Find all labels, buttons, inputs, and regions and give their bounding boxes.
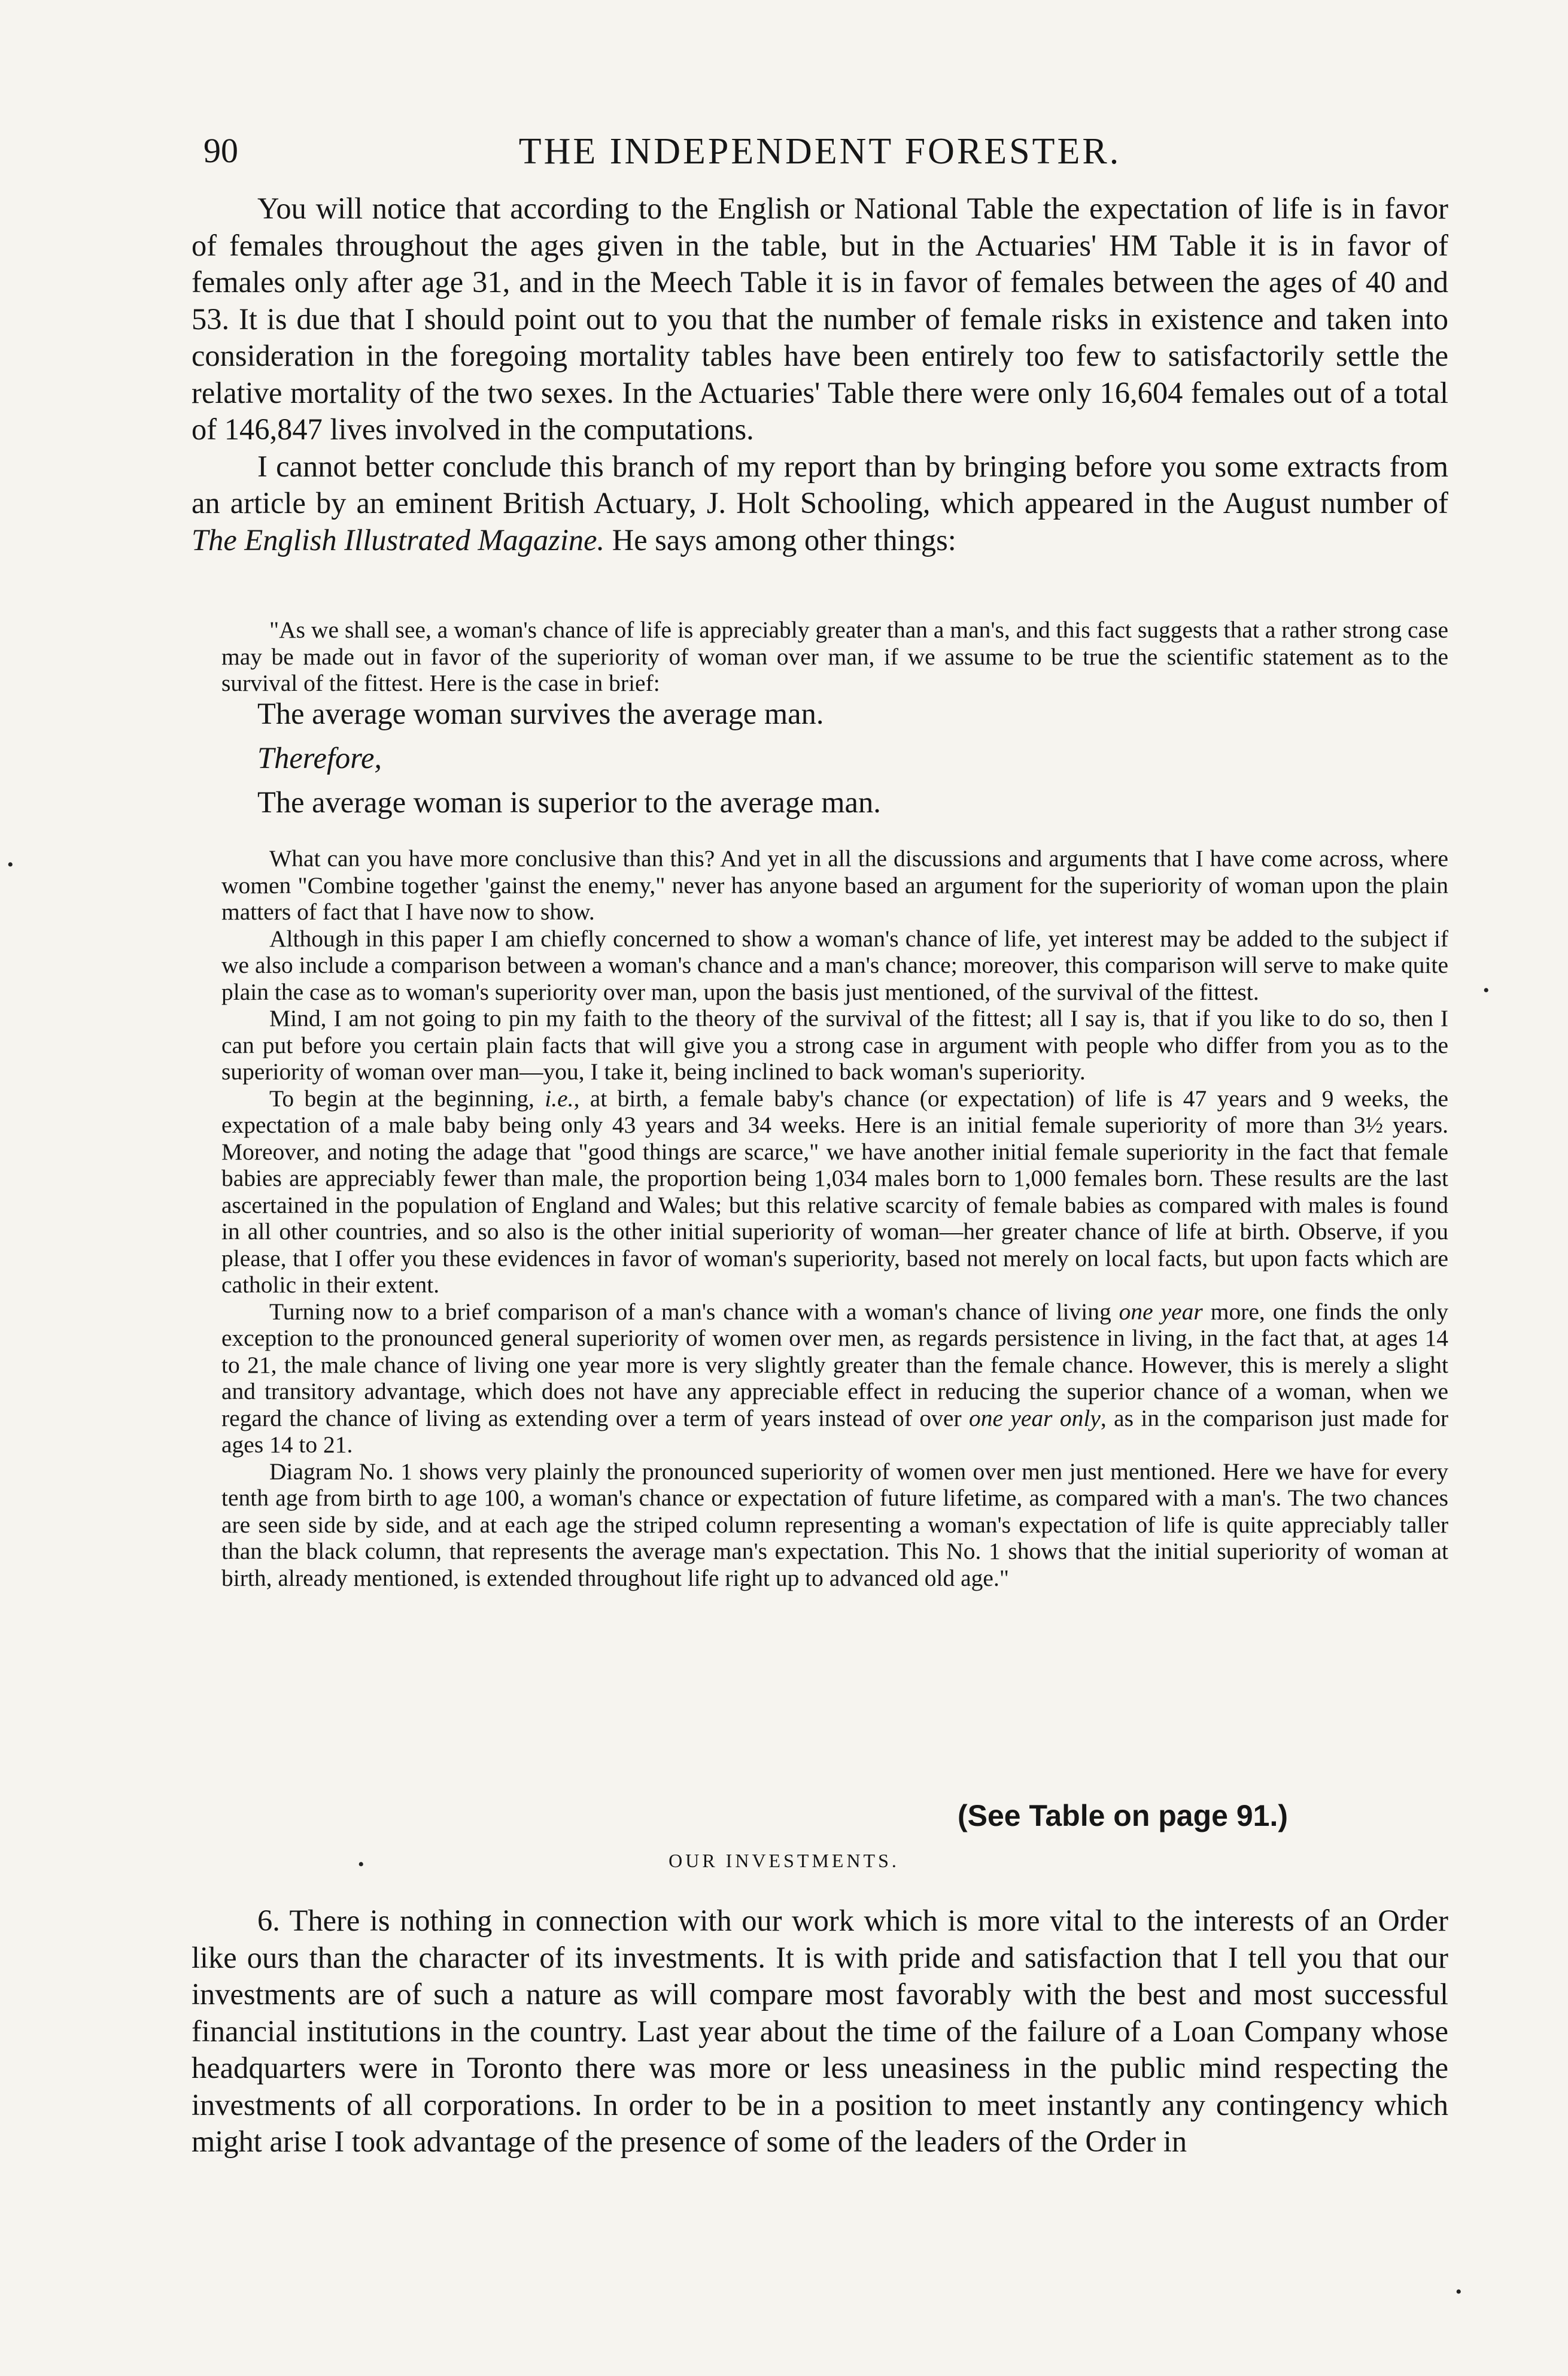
- quote-paragraph-4: Mind, I am not going to pin my faith to the theory of the survival of the fittest; all I say is, that if you like to do so, then I can put before you certain plain facts that will give you a strong case in argument with people who differ from you as to the superiority of woman over man—you, I take it, being inclined to back woman's superiority.: [221, 1005, 1448, 1085]
- quote-paragraph-5-rest: , at birth, a female baby's chance (or expectation) of life is 47 years and 9 weeks, the expectation of a male baby being only 43 years and 34 weeks. Here is an initial female superiority of more than 3½ years. Moreover, and noting the adage that "good things are scarce," we have another initial female superiority in the fact that female babies are appreciably fewer than male, the proportion being 1,034 males born to 1,000 females born. These results are the last ascertained in the population of England and Wales; but this relative scarcity of female babies as compared with males is found in all other countries, and so also is the other initial superiority of woman—her greater chance of life at birth. Observe, if you please, that I offer you these evidences in favor of woman's superiority, based not merely on local facts, but upon facts which are catholic in their extent.: [221, 1085, 1448, 1298]
- investments-paragraph-1: 6. There is nothing in connection with our work which is more vital to the interests of an Order like ours than the character of its investments. It is with pride and satisfaction that I tell you that our investments are of such a nature as will compare most favorably with the best and most successful financial institutions in the country. Last year about the time of the failure of a Loan Company whose headquarters were in Toronto there was more or less uneasiness in the public mind respecting the investments of all corporations. In order to be in a position to meet instantly any contingency which might arise I took advantage of the presence of some of the leaders of the Order in: [192, 1904, 1448, 2158]
- quote-one-year-only: one year only: [968, 1404, 1101, 1431]
- margin-speck: •: [1483, 981, 1490, 1000]
- syllogism-conclusion: The average woman is superior to the average man.: [257, 785, 881, 819]
- quote-ie: i.e.: [545, 1085, 574, 1112]
- intro-section: [192, 190, 1448, 559]
- intro-paragraph-1: You will notice that according to the English or National Table the expectation of life is in favor of females throughout the ages given in the table, but in the Actuaries' HM Table it is in favor of females only after age 31, and in the Meech Table it is in favor of females between the ages of 40 and 53. It is due that I should point out to you that the number of female risks in existence and taken into consideration in the foregoing mortality tables have been entirely too few to satisfactorily settle the relative mortality of the two sexes. In the Actuaries' Table there were only 16,604 females out of a total of 146,847 lives involved in the computations.: [192, 192, 1448, 446]
- quote-paragraph-1: "As we shall see, a woman's chance of life is appreciably greater than a man's, and this fact suggests that a rather strong case may be made out in favor of the superiority of woman over man, if we assume to be true the scientific statement as to the survival of the fittest. Here is the case in brief:: [221, 617, 1448, 696]
- syllogism-premise: The average woman survives the average man.: [257, 697, 824, 730]
- running-title: THE INDEPENDENT FORESTER.: [518, 131, 1122, 172]
- intro-paragraph-2: [192, 448, 1448, 559]
- quote-paragraph-2: What can you have more conclusive than this? And yet in all the discussions and arguments that I have come across, where women "Combine together 'gainst the enemy," never has anyone based an argument for the superiority of woman upon the plain matters of fact that I have now to show.: [221, 845, 1448, 925]
- quote-paragraph-6: [221, 1298, 1448, 1458]
- quote-paragraph-5-start: To begin at the beginning,: [269, 1085, 545, 1112]
- quote-one-year: one year: [1119, 1298, 1203, 1325]
- margin-speck: •: [1455, 2282, 1462, 2302]
- syllogism-therefore: Therefore,: [257, 741, 382, 775]
- quote-body: [221, 845, 1448, 1591]
- quote-paragraph-3: Although in this paper I am chiefly concerned to show a woman's chance of life, yet interest may be added to the subject if we also include a comparison between a woman's chance and a man's chance; moreover, this comparison will serve to make quite plain the case as to woman's superiority over man, upon the basis just mentioned, of the survival of the fittest.: [221, 925, 1448, 1005]
- intro-paragraph-2-end: He says among other things:: [604, 523, 956, 557]
- page-number: 90: [203, 131, 238, 170]
- quote-paragraph-6-mid: more, one finds the only exception to the pronounced general superiority of women over men, as regards persistence in living, in the fact that, at ages 14 to 21, the male chance of living one year more is very slightly greater than the female chance. However, this is merely a slight and transitory advantage, which does not have any appreciable effect in reducing the superior chance of a woman, when we regard the chance of living as extending over a term of years instead of over: [221, 1298, 1449, 1431]
- magazine-title: The English Illustrated Magazine.: [192, 523, 605, 557]
- intro-paragraph-2-text: I cannot better conclude this branch of my report than by bringing before you some extracts from an article by an eminent British Actuary, J. Holt Schooling, which appeared in the August number of: [192, 449, 1448, 520]
- quote-paragraph-6-end: , as in the comparison just made for ages 14 to 21.: [221, 1404, 1449, 1458]
- syllogism: [257, 696, 1394, 820]
- page-header: [192, 131, 1448, 178]
- quote-paragraph-5: [221, 1085, 1448, 1298]
- section-heading: OUR INVESTMENTS.: [668, 1850, 900, 1871]
- quote-paragraph-7: Diagram No. 1 shows very plainly the pronounced superiority of women over men just mentioned. Here we have for every tenth age from birth to age 100, a woman's chance or expectation of future lifetime, as compared with a man's. The two chances are seen side by side, and at each age the striped column representing a woman's expectation of life is quite appreciably taller than the black column, that represents the average man's expectation. This No. 1 shows that the initial superiority of woman at birth, already mentioned, is extended throughout life right up to advanced old age.": [221, 1458, 1448, 1591]
- margin-speck: •: [7, 855, 14, 875]
- quote-paragraph-6-start: Turning now to a brief comparison of a man's chance with a woman's chance of living: [269, 1298, 1119, 1325]
- see-table-note: (See Table on page 91.): [958, 1799, 1289, 1832]
- quote-opening: [221, 617, 1448, 697]
- margin-speck: •: [358, 1855, 364, 1874]
- investments-section: [192, 1902, 1448, 2160]
